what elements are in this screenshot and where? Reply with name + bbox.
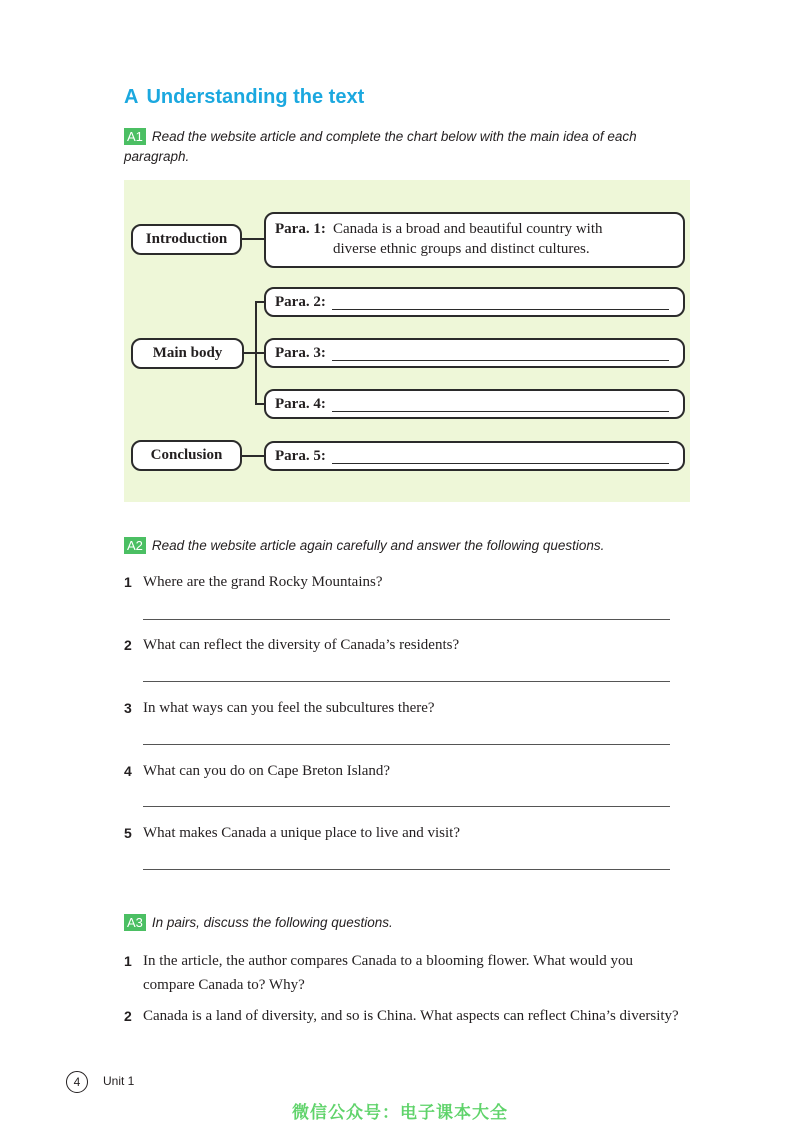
- para1-label: Para. 1:: [275, 221, 326, 237]
- a2-answer-line-3[interactable]: [143, 744, 670, 745]
- para2-box[interactable]: [264, 287, 685, 317]
- para1-line2: diverse ethnic groups and distinct cultures.: [333, 241, 590, 257]
- connector-intro: [240, 238, 264, 240]
- question-number: 2: [124, 637, 132, 653]
- a2-question-1: [124, 571, 683, 593]
- question-text: In the article, the author compares Canada to a blooming flower. What would you compare Canada to? Why?: [143, 953, 633, 993]
- a3-badge: A3: [124, 914, 146, 931]
- question-number: 2: [124, 1008, 132, 1024]
- page-number: 4: [66, 1071, 88, 1093]
- connector-conclusion: [240, 455, 264, 457]
- unit-label: Unit 1: [103, 1074, 135, 1088]
- section-title: Understanding the text: [146, 86, 365, 108]
- para5-label: Para. 5:: [275, 448, 326, 464]
- para3-blank[interactable]: [332, 360, 669, 361]
- question-text: What can reflect the diversity of Canada’s residents?: [143, 637, 460, 653]
- section-heading: [124, 86, 364, 109]
- a2-question-5: [124, 822, 683, 844]
- conclusion-box: Conclusion: [131, 440, 242, 471]
- watermark-text: 微信公众号：电子课本大全: [292, 1103, 508, 1123]
- a2-answer-line-1[interactable]: [143, 619, 670, 620]
- a1-instruction: Read the website article and complete the chart below with the main idea of each paragraph.: [124, 129, 637, 164]
- a1-instruction-block: [124, 127, 664, 167]
- a3-question-2: [124, 1004, 683, 1028]
- a3-instruction: In pairs, discuss the following questions.: [151, 915, 393, 930]
- para3-box[interactable]: [264, 338, 685, 368]
- main-idea-chart: [124, 180, 690, 502]
- para5-blank[interactable]: [332, 463, 669, 464]
- para4-blank[interactable]: [332, 411, 669, 412]
- a2-badge: A2: [124, 537, 146, 554]
- a2-instruction-block: [124, 536, 684, 556]
- para1-box: [264, 212, 685, 268]
- para4-label: Para. 4:: [275, 396, 326, 412]
- para5-box[interactable]: [264, 441, 685, 471]
- section-letter: A: [124, 86, 139, 108]
- a2-question-3: [124, 697, 683, 719]
- para2-label: Para. 2:: [275, 294, 326, 310]
- a2-instruction: Read the website article again carefully and answer the following questions.: [151, 538, 605, 553]
- para4-box[interactable]: [264, 389, 685, 419]
- question-number: 4: [124, 763, 132, 779]
- question-text: Canada is a land of diversity, and so is China. What aspects can reflect China’s diversity?: [143, 1008, 679, 1024]
- question-number: 3: [124, 700, 132, 716]
- a2-question-2: [124, 634, 683, 656]
- a1-badge: A1: [124, 128, 146, 145]
- introduction-box: Introduction: [131, 224, 242, 255]
- a3-instruction-block: [124, 913, 684, 933]
- question-text: Where are the grand Rocky Mountains?: [143, 574, 383, 590]
- a2-question-4: [124, 760, 683, 782]
- para1-line1: Canada is a broad and beautiful country with: [333, 221, 603, 237]
- question-text: In what ways can you feel the subcultures there?: [143, 700, 435, 716]
- a2-answer-line-4[interactable]: [143, 806, 670, 807]
- para2-blank[interactable]: [332, 309, 669, 310]
- a3-question-1: [124, 949, 683, 997]
- a2-answer-line-2[interactable]: [143, 681, 670, 682]
- question-number: 5: [124, 825, 132, 841]
- question-number: 1: [124, 574, 132, 590]
- question-text: What makes Canada a unique place to live and visit?: [143, 825, 460, 841]
- a2-answer-line-5[interactable]: [143, 869, 670, 870]
- para3-label: Para. 3:: [275, 345, 326, 361]
- main-body-box: Main body: [131, 338, 244, 369]
- question-number: 1: [124, 953, 132, 969]
- question-text: What can you do on Cape Breton Island?: [143, 763, 391, 779]
